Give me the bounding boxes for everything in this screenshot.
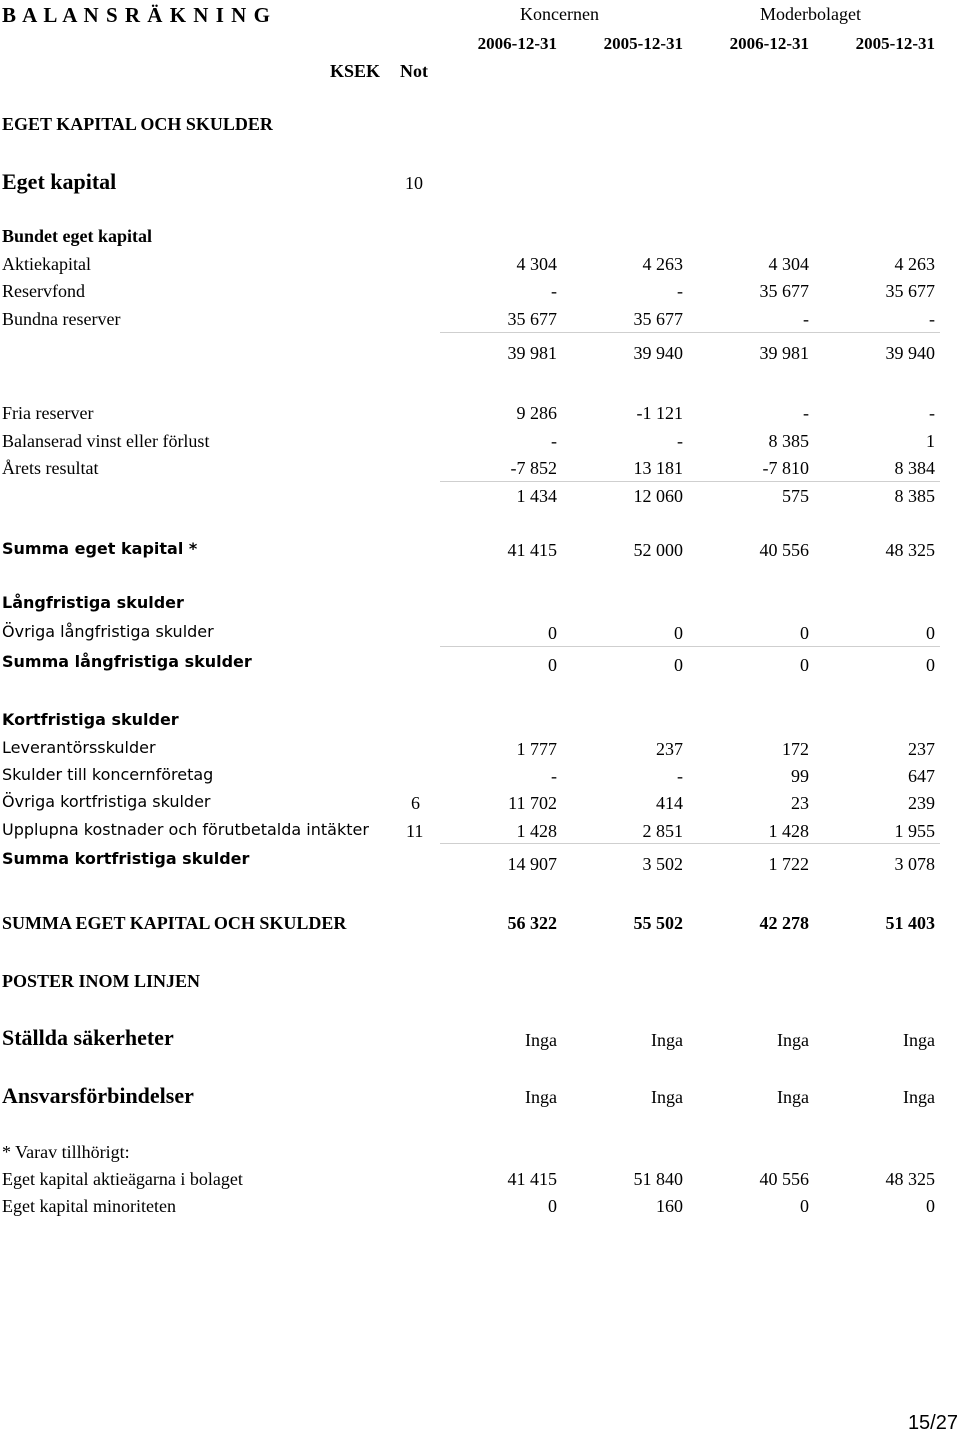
cell-value: 35 677 <box>507 309 557 329</box>
total-label: Summa eget kapital * <box>2 539 198 558</box>
cell-value: -7 810 <box>762 458 809 478</box>
row-label: Leverantörsskulder <box>2 738 156 757</box>
unit-label: KSEK <box>330 61 381 81</box>
row-label: Reservfond <box>2 281 85 301</box>
date-header: 2005-12-31 <box>603 34 683 53</box>
document-title: B A L A N S R Ä K N I N G <box>2 3 271 27</box>
total-value: 52 000 <box>633 540 683 560</box>
cell-value: 237 <box>908 739 935 759</box>
section-heading: POSTER INOM LINJEN <box>2 971 201 991</box>
row-label: Aktiekapital <box>2 254 91 274</box>
subsection-heading: Långfristiga skulder <box>2 593 184 612</box>
date-header: 2005-12-31 <box>855 34 935 53</box>
subtotal-value: 8 385 <box>894 486 935 506</box>
subtotal-value: 39 940 <box>633 343 683 363</box>
cell-value: 99 <box>791 766 809 786</box>
cell-value: 51 840 <box>633 1169 683 1189</box>
subtotal-rule <box>440 481 940 482</box>
subtotal-rule <box>440 843 940 844</box>
cell-value: 237 <box>656 739 683 759</box>
cell-value: - <box>929 309 935 329</box>
cell-value: 23 <box>791 793 809 813</box>
cell-value: Inga <box>651 1030 683 1050</box>
cell-value: 239 <box>908 793 935 813</box>
total-label: Summa långfristiga skulder <box>2 652 252 671</box>
cell-value: 41 415 <box>507 1169 557 1189</box>
subtotal-value: 575 <box>782 486 809 506</box>
row-label: Fria reserver <box>2 403 94 423</box>
cell-value: - <box>677 766 683 786</box>
total-value: 0 <box>674 655 683 675</box>
cell-value: 0 <box>800 1196 809 1216</box>
row-label: Bundna reserver <box>2 309 121 329</box>
total-value: 0 <box>800 655 809 675</box>
cell-value: - <box>677 281 683 301</box>
subtotal-value: 39 981 <box>507 343 557 363</box>
group-header-koncernen: Koncernen <box>520 4 599 24</box>
grand-total-value: 51 403 <box>885 913 935 933</box>
grand-total-label: SUMMA EGET KAPITAL OCH SKULDER <box>2 913 347 933</box>
cell-value: 1 <box>926 431 935 451</box>
note-column-label: Not <box>400 61 428 81</box>
cell-value: 4 304 <box>516 254 557 274</box>
total-value: 3 502 <box>642 854 683 874</box>
cell-value: 2 851 <box>642 821 683 841</box>
total-label: Summa kortfristiga skulder <box>2 849 250 868</box>
cell-value: Inga <box>903 1087 935 1107</box>
total-value: 0 <box>548 655 557 675</box>
total-value: 0 <box>926 655 935 675</box>
subsection-heading: Bundet eget kapital <box>2 226 153 246</box>
cell-value: 1 428 <box>768 821 809 841</box>
row-label: Övriga långfristiga skulder <box>2 622 214 641</box>
ansvarsforbindelser-label: Ansvarsförbindelser <box>2 1083 194 1108</box>
row-label: Balanserad vinst eller förlust <box>2 431 210 451</box>
row-label: Upplupna kostnader och förutbetalda intäkter <box>2 820 369 839</box>
cell-value: - <box>803 403 809 423</box>
cell-value: 11 702 <box>508 793 557 813</box>
subtotal-rule <box>440 332 940 333</box>
cell-value: Inga <box>777 1087 809 1107</box>
subtotal-value: 1 434 <box>516 486 557 506</box>
stallda-sakerheter-label: Ställda säkerheter <box>2 1025 174 1050</box>
cell-value: - <box>551 281 557 301</box>
cell-value: 0 <box>800 623 809 643</box>
subtotal-rule <box>440 646 940 647</box>
row-label: Eget kapital minoriteten <box>2 1196 176 1216</box>
cell-value: Inga <box>777 1030 809 1050</box>
note-reference: 11 <box>406 821 424 841</box>
cell-value: - <box>551 431 557 451</box>
cell-value: -7 852 <box>510 458 557 478</box>
cell-value: 1 428 <box>516 821 557 841</box>
subtotal-value: 39 940 <box>885 343 935 363</box>
cell-value: 172 <box>782 739 809 759</box>
total-value: 1 722 <box>768 854 809 874</box>
group-header-moderbolaget: Moderbolaget <box>760 4 861 24</box>
cell-value: 40 556 <box>759 1169 809 1189</box>
cell-value: 1 955 <box>894 821 935 841</box>
eget-kapital-heading: Eget kapital <box>2 169 117 194</box>
total-value: 3 078 <box>894 854 935 874</box>
subtotal-value: 12 060 <box>633 486 683 506</box>
total-value: 14 907 <box>507 854 557 874</box>
total-value: 40 556 <box>759 540 809 560</box>
cell-value: 4 304 <box>768 254 809 274</box>
grand-total-value: 56 322 <box>507 913 557 933</box>
note-reference: 6 <box>411 793 420 813</box>
total-value: 41 415 <box>507 540 557 560</box>
cell-value: 4 263 <box>894 254 935 274</box>
cell-value: - <box>551 766 557 786</box>
cell-value: 160 <box>656 1196 683 1216</box>
footnote-heading: * Varav tillhörigt: <box>2 1142 130 1162</box>
row-label: Eget kapital aktieägarna i bolaget <box>2 1169 243 1189</box>
note-reference: 10 <box>405 173 423 193</box>
cell-value: - <box>929 403 935 423</box>
cell-value: 0 <box>548 1196 557 1216</box>
cell-value: Inga <box>525 1030 557 1050</box>
subsection-heading: Kortfristiga skulder <box>2 710 179 729</box>
cell-value: -1 121 <box>636 403 683 423</box>
cell-value: 0 <box>674 623 683 643</box>
cell-value: - <box>803 309 809 329</box>
row-label: Övriga kortfristiga skulder <box>2 792 211 811</box>
row-label: Skulder till koncernföretag <box>2 765 214 784</box>
page-number: 15/27 <box>907 1412 958 1434</box>
cell-value: 647 <box>908 766 935 786</box>
cell-value: 1 777 <box>516 739 557 759</box>
cell-value: 8 384 <box>894 458 935 478</box>
cell-value: 0 <box>926 623 935 643</box>
cell-value: - <box>677 431 683 451</box>
cell-value: Inga <box>525 1087 557 1107</box>
cell-value: 35 677 <box>885 281 935 301</box>
grand-total-value: 42 278 <box>759 913 809 933</box>
date-header: 2006-12-31 <box>477 34 557 53</box>
cell-value: 8 385 <box>768 431 809 451</box>
cell-value: 4 263 <box>642 254 683 274</box>
row-label: Årets resultat <box>2 458 99 478</box>
grand-total-value: 55 502 <box>633 913 683 933</box>
cell-value: 13 181 <box>633 458 683 478</box>
cell-value: 48 325 <box>885 1169 935 1189</box>
date-header: 2006-12-31 <box>729 34 809 53</box>
cell-value: Inga <box>903 1030 935 1050</box>
cell-value: Inga <box>651 1087 683 1107</box>
cell-value: 414 <box>656 793 683 813</box>
cell-value: 0 <box>548 623 557 643</box>
cell-value: 0 <box>926 1196 935 1216</box>
section-heading: EGET KAPITAL OCH SKULDER <box>2 114 273 134</box>
total-value: 48 325 <box>885 540 935 560</box>
cell-value: 35 677 <box>633 309 683 329</box>
subtotal-value: 39 981 <box>759 343 809 363</box>
cell-value: 9 286 <box>516 403 557 423</box>
cell-value: 35 677 <box>759 281 809 301</box>
